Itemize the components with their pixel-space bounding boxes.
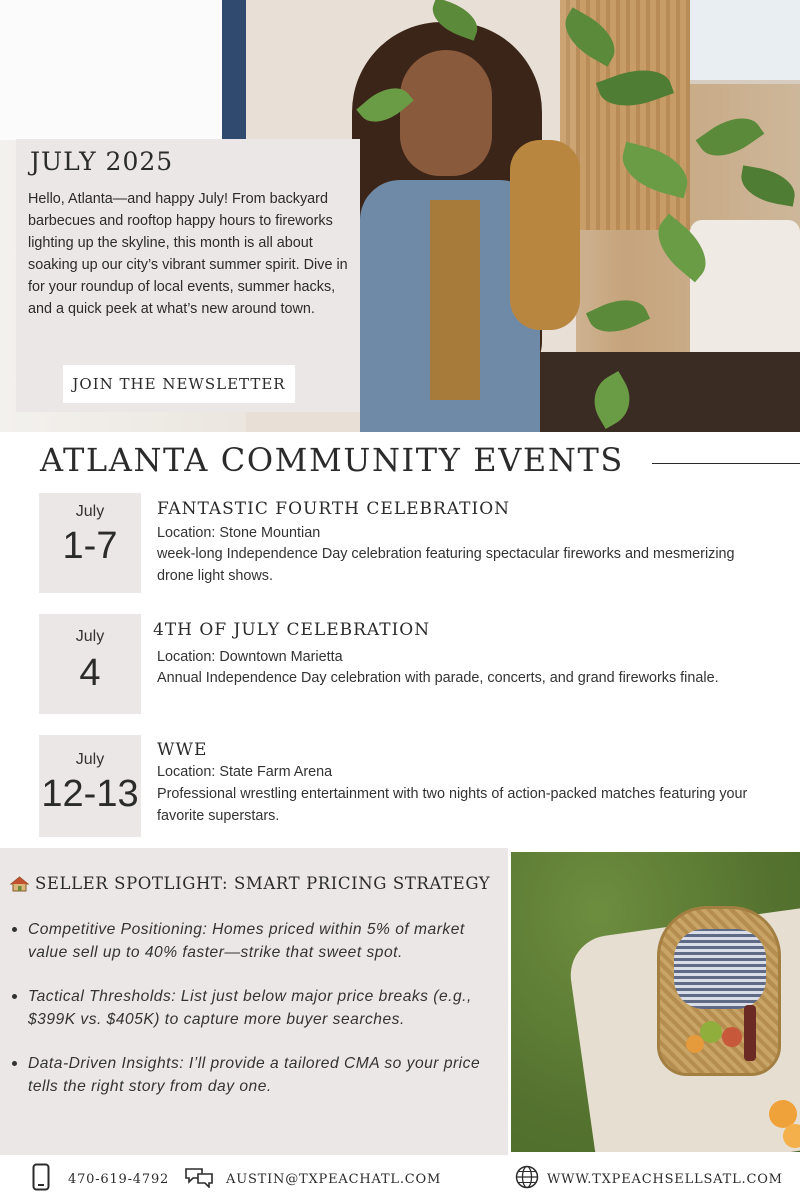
hero-window-frame	[222, 0, 246, 140]
issue-month-title: JULY 2025	[30, 147, 174, 176]
person-face	[400, 50, 492, 176]
hero-intro-card	[16, 139, 360, 412]
event-date-badge	[39, 614, 141, 714]
event-title: WWE	[157, 740, 208, 760]
join-newsletter-button[interactable]: JOIN THE NEWSLETTER	[63, 365, 295, 403]
event-month: July	[75, 628, 105, 645]
event-title: 4TH OF JULY CELEBRATION	[153, 620, 431, 640]
list-item: Data-Driven Insights: I’ll provide a tailored CMA so your price tells the right story from day one.	[12, 1052, 496, 1098]
contact-footer	[0, 1158, 800, 1200]
event-day: 4	[79, 652, 101, 694]
leaf	[738, 165, 799, 206]
hero-photo	[0, 0, 800, 432]
fruit	[722, 1027, 742, 1047]
events-section-title: ATLANTA COMMUNITY EVENTS	[40, 441, 624, 479]
hero-window	[0, 0, 222, 140]
event-location: Location: Stone Mountian	[157, 525, 321, 541]
event-location: Location: Downtown Marietta	[157, 649, 343, 665]
email-contact[interactable]	[184, 1158, 441, 1200]
orange-slice	[783, 1124, 800, 1148]
phone-contact[interactable]	[32, 1158, 169, 1200]
event-day: 1-7	[62, 525, 118, 567]
event-title: FANTASTIC FOURTH CELEBRATION	[157, 499, 511, 519]
event-month: July	[75, 503, 105, 520]
wine-bottle	[744, 1005, 756, 1061]
website-contact[interactable]	[515, 1158, 783, 1200]
event-description: Professional wrestling entertainment with two nights of action-packed matches featuring your favorite superstars.	[157, 786, 748, 824]
event-location: Location: State Farm Arena	[157, 764, 333, 780]
spotlight-bullet-list	[12, 918, 496, 1119]
picnic-photo	[511, 852, 800, 1152]
event-month: July	[75, 751, 105, 768]
globe-icon	[515, 1165, 539, 1193]
list-item: Competitive Positioning: Homes priced within 5% of market value sell up to 40% faster—strike that sweet spot.	[12, 918, 496, 964]
person-arm	[510, 140, 580, 330]
leaf	[696, 106, 765, 168]
hero-wall-art	[690, 0, 800, 84]
phone-icon	[32, 1163, 50, 1195]
event-description: week-long Independence Day celebration featuring spectacular fireworks and mesmerizing drone light shows.	[157, 546, 735, 584]
event-day: 12-13	[41, 773, 139, 815]
house-icon	[10, 876, 29, 892]
fruit	[686, 1035, 704, 1053]
chat-icon	[184, 1166, 214, 1192]
event-date-badge	[39, 493, 141, 593]
phone-number[interactable]: 470-619-4792	[68, 1171, 170, 1187]
person-shirt	[430, 200, 480, 400]
hero-person	[330, 10, 600, 432]
intro-paragraph: Hello, Atlanta—and happy July! From backyard barbecues and rooftop happy hours to fireworks lighting up the skyline, this month is all about soaking up our city’s vibrant summer spirit. Dive in for your roundup of local events, summer hacks, and a quick peek at what’s new around town.	[28, 191, 348, 317]
spotlight-title-row	[10, 874, 490, 893]
spotlight-title: SELLER SPOTLIGHT: SMART PRICING STRATEGY	[35, 874, 491, 893]
title-divider	[652, 463, 800, 464]
basket-lining	[674, 929, 766, 1009]
website-url[interactable]: WWW.TXPEACHSELLSATL.COM	[547, 1171, 783, 1187]
list-item: Tactical Thresholds: List just below major price breaks (e.g., $399K vs. $405K) to capture more buyer searches.	[12, 985, 496, 1031]
event-description: Annual Independence Day celebration with parade, concerts, and grand fireworks finale.	[157, 670, 719, 686]
event-date-badge	[39, 735, 141, 837]
picnic-basket	[657, 906, 781, 1076]
email-address[interactable]: AUSTIN@TXPEACHATL.COM	[226, 1171, 442, 1187]
seller-spotlight-panel	[0, 848, 508, 1155]
